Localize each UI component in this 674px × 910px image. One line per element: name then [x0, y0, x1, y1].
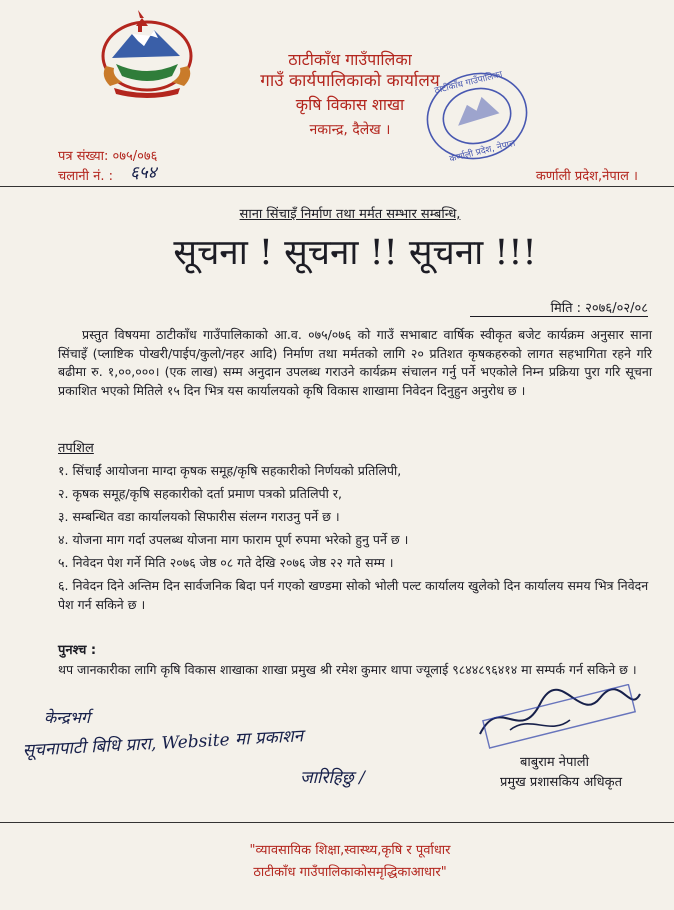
details-heading: तपशिल	[58, 441, 94, 456]
notice-date: मिति : २०७६/०२/०८	[470, 298, 648, 317]
dispatch-number-label: चलानी नं. :	[58, 169, 114, 184]
list-item: २. कृषक समूह/कृषि सहकारीको दर्ता प्रमाण पत्रको प्रतिलिपी र,	[58, 486, 342, 501]
list-item: १. सिंचाईं आयोजना माग्दा कृषक समूह/कृषि सहकारीको निर्णयको प्रतिलिपी,	[58, 463, 402, 478]
section-name: कृषि विकास शाखा	[295, 95, 405, 114]
header-divider	[0, 186, 674, 187]
list-item: ६. निवेदन दिने अन्तिम दिन सार्वजनिक बिदा पर्न गएको खण्डमा सोको भोली पल्ट कार्यालय खुलेको दिन कार्यालय समय भित्र निवेदन पेश गर्न सकिने छ ।	[58, 578, 649, 612]
svg-text:ठाटीकाँध गाउँपालिका: ठाटीकाँध गाउँपालिका	[433, 69, 504, 97]
office-name: गाउँ कार्यपालिकाको कार्यालय	[260, 71, 440, 91]
footer-motto-line2: ठाटीकाँध गाउँपालिकाकोसमृद्धिकाआधार"	[253, 865, 447, 880]
list-item: ५. निवेदन पेश गर्ने मिति २०७६ जेष्ठ ०८ गते देखि २०७६ जेष्ठ २२ गते सम्म ।	[58, 555, 394, 570]
handwritten-note-line1: केन्द्रभर्ग	[44, 708, 90, 727]
signatory-title: प्रमुख प्रशासकिय अधिकृत	[500, 775, 623, 790]
notice-body-paragraph: प्रस्तुत विषयमा ठाटीकाँध गाउँपालिकाको आ.व. ०७५/०७६ को गाउँ सभाबाट वार्षिक स्वीकृत बजेट कार्यक्रम अनुसार साना सिंचाइँ (प्लाष्टिक पोखरी/पाईप/कुलो/नहर आदि) निर्माण तथा मर्मतको लागि २० प्रतिशत कृषकहरुको लागत सहभागिता रहने गरि बढीमा रु. १,००,०००। (एक लाख) सम्म अनुदान उपलब्ध गराउने कार्यक्रम संचालन गर्नु पर्ने भएकोले निम्न प्रक्रिया पुरा गरि सूचना प्रकाशित भएको मितिले १५ दिन भित्र यस कार्यालयको कृषि विकास शाखामा निवेदन दिनुहुन अनुरोध छ ।	[58, 327, 652, 398]
footer-divider	[0, 822, 674, 823]
province-name: कर्णाली प्रदेश,नेपाल ।	[535, 169, 638, 184]
municipality-name: ठाटीकाँध गाउँपालिका	[288, 50, 412, 69]
postscript-label: पुनश्च :	[58, 643, 97, 658]
signatory-name: बाबुराम नेपाली	[520, 755, 589, 770]
signature-scribble	[470, 684, 650, 750]
list-item: ४. योजना माग गर्दा उपलब्ध योजना माग फाराम पूर्ण रुपमा भरेको हुनु पर्ने छ ।	[58, 532, 409, 547]
list-item: ३. सम्बन्धित वडा कार्यालयको सिफारीस संलग्न गराउनु पर्ने छ ।	[58, 509, 340, 524]
notice-headline: सूचना ! सूचना !! सूचना !!!	[173, 233, 537, 273]
office-address: नकान्द्र, दैलेख ।	[309, 122, 391, 138]
postscript-text: थप जानकारीका लागि कृषि विकास शाखाका शाखा प्रमुख श्री रमेश कुमार थापा ज्यूलाई ९८४४८९६४१४ मा सम्पर्क गर्न सकिने छ ।	[58, 662, 637, 677]
handwritten-note-line2: सूचनापाटी बिधि प्रारा, Website मा प्रकाशन	[22, 726, 304, 761]
notice-subject: साना सिंचाइँ निर्माण तथा मर्मत सम्भार सम्बन्धि,	[239, 207, 461, 222]
office-stamp	[418, 64, 536, 168]
footer-motto-line1: "व्यावसायिक शिक्षा,स्वास्थ्य,कृषि र पूर्वाधार	[249, 843, 451, 858]
svg-text:कर्णाली प्रदेश, नेपाल: कर्णाली प्रदेश, नेपाल	[448, 138, 517, 165]
handwritten-note-line3: जारिहिछु /	[300, 768, 365, 788]
dispatch-number-value: ६५४	[130, 163, 157, 183]
letter-number: पत्र संख्या: ०७५/०७६	[58, 149, 158, 164]
